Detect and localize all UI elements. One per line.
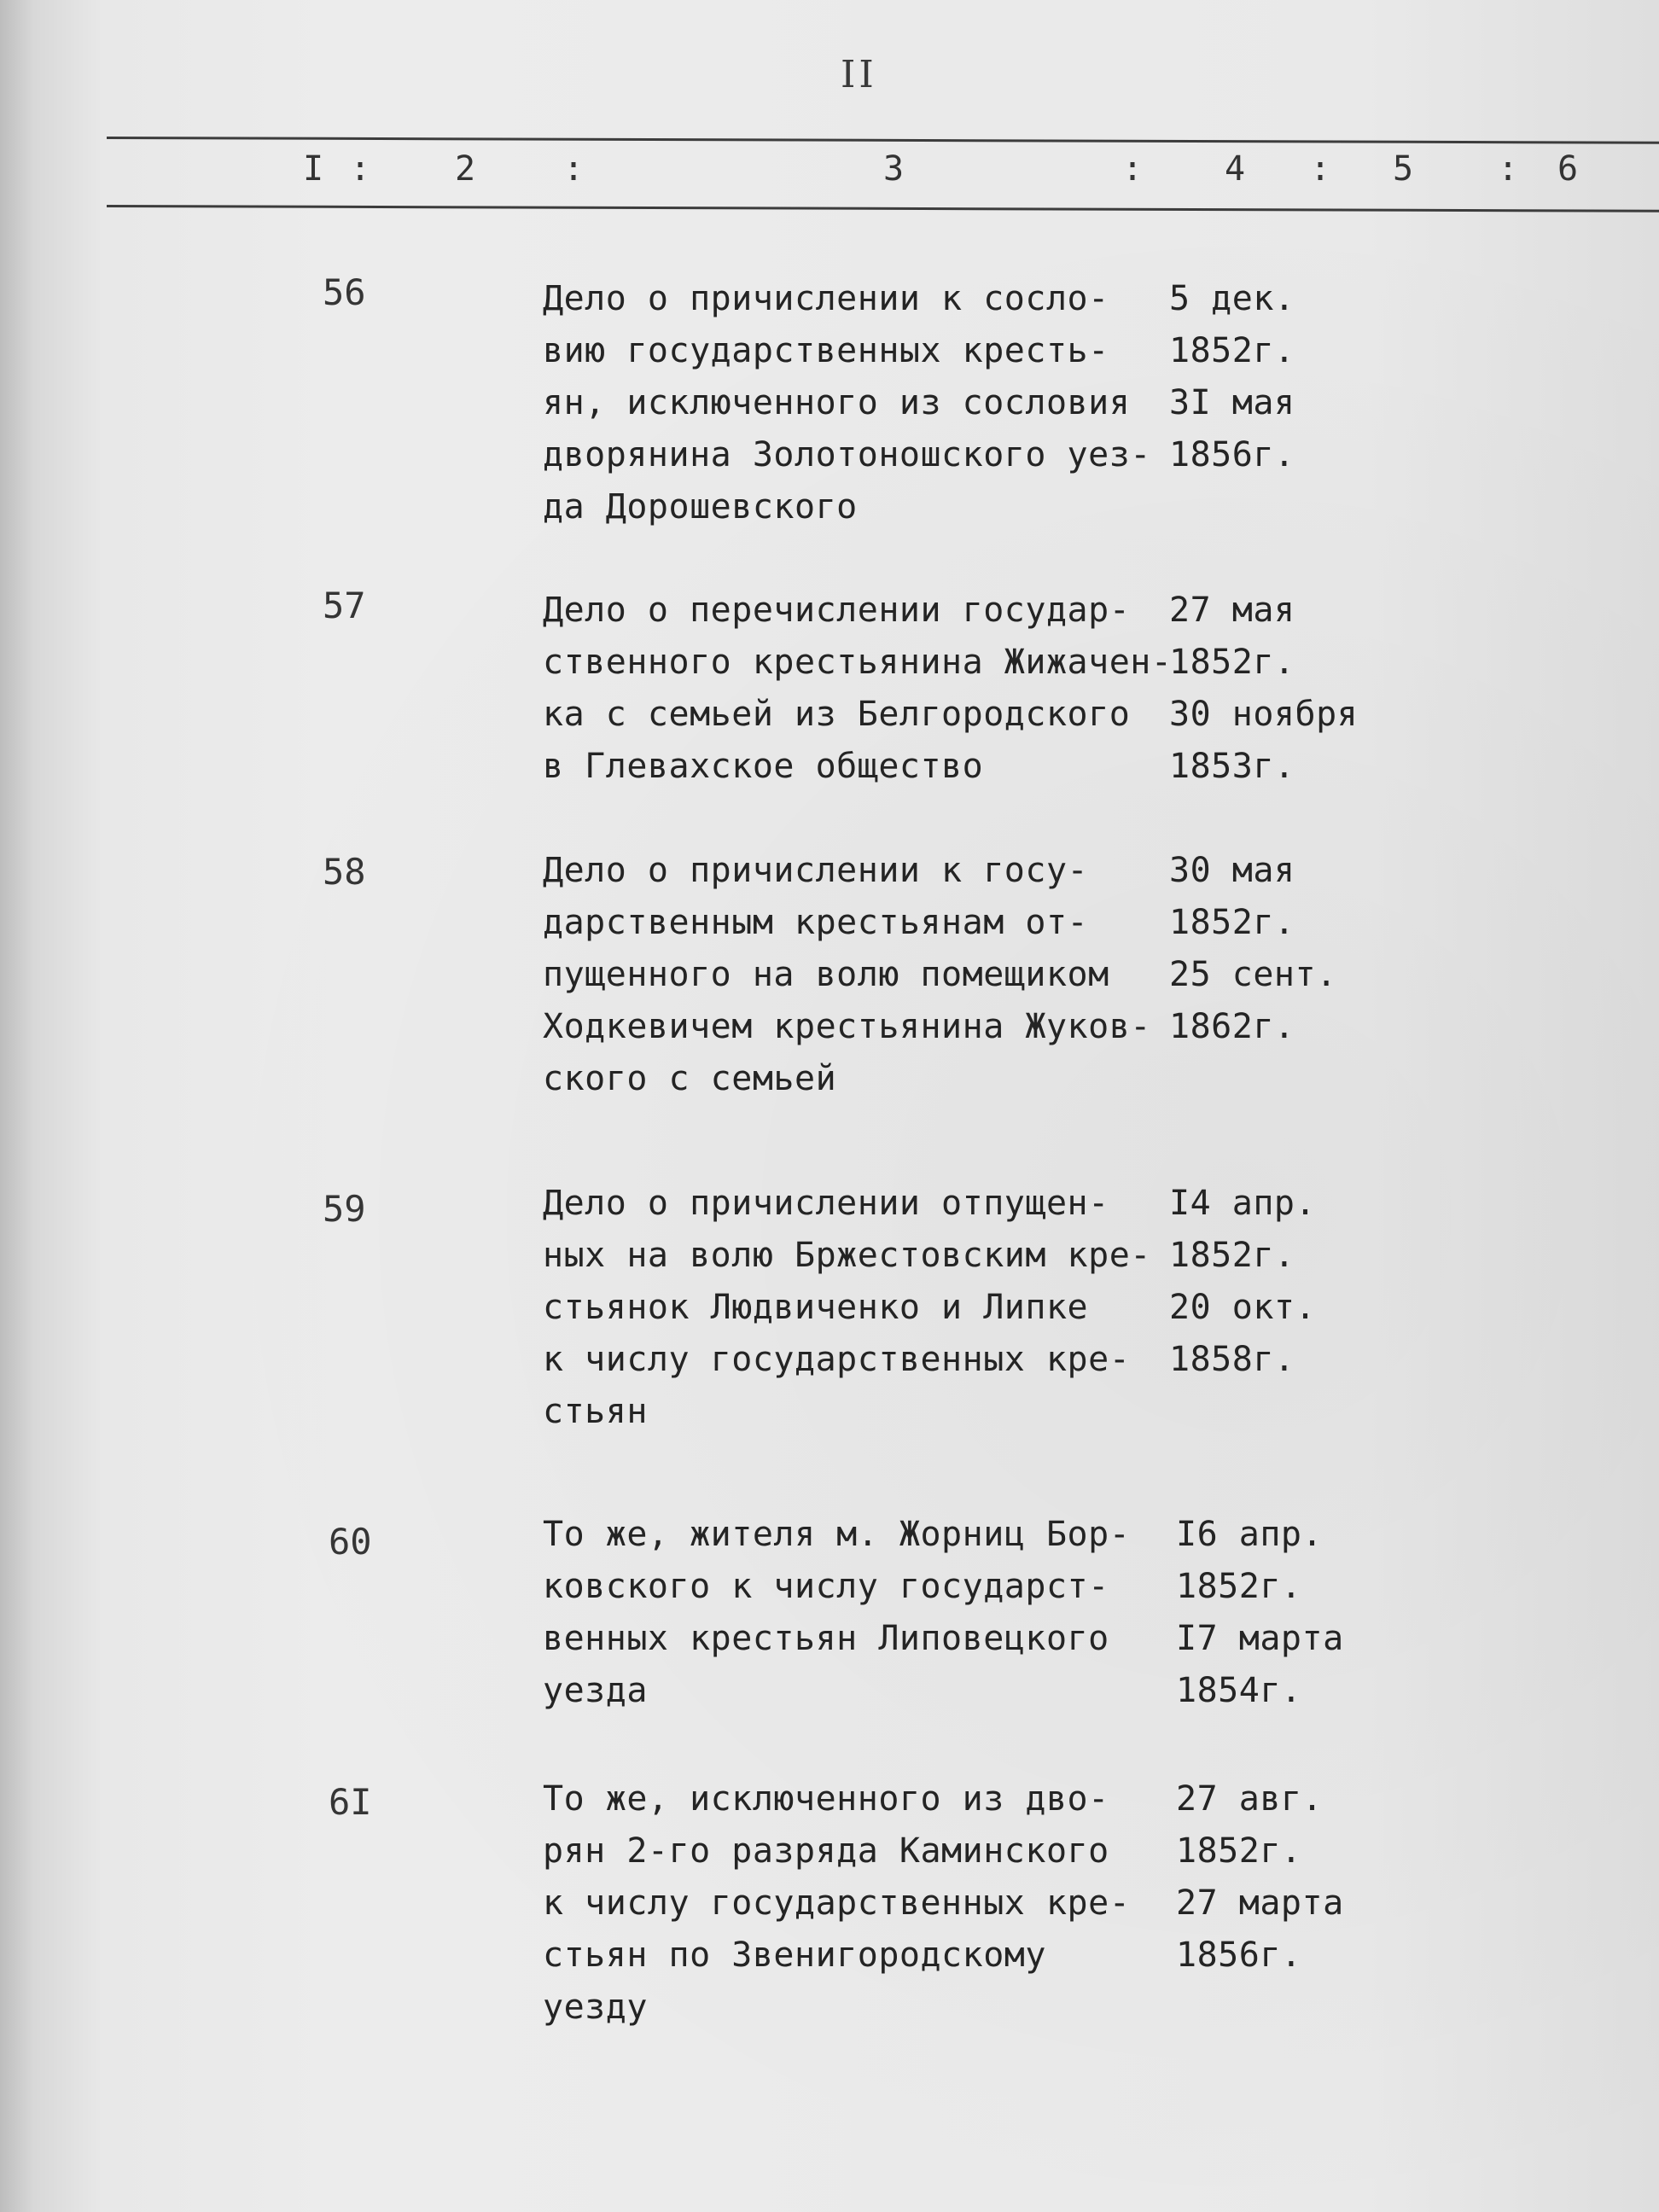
entry-line: ского с семьей bbox=[543, 1059, 837, 1098]
header-col-1: I bbox=[303, 149, 324, 189]
entry-number: 60 bbox=[329, 1521, 372, 1563]
header-bottom-rule bbox=[107, 205, 1659, 212]
entry-line: Дело о причислении отпущен- bbox=[543, 1184, 1109, 1223]
entry-line: пущенного на волю помещиком bbox=[543, 955, 1109, 994]
entry-line: стьян bbox=[543, 1392, 648, 1431]
date-line: 1862г. bbox=[1169, 1007, 1295, 1046]
entry-dates bbox=[1169, 845, 1391, 1053]
entry-line: Ходкевичем крестьянина Жуков- bbox=[543, 1007, 1151, 1046]
header-sep-4: : bbox=[1310, 149, 1331, 189]
header-sep-2: : bbox=[563, 149, 585, 189]
date-line: 1858г. bbox=[1169, 1340, 1295, 1379]
entry-line: ственного крестьянина Жижачен- bbox=[543, 643, 1173, 682]
date-line: 25 сент. bbox=[1169, 955, 1337, 994]
date-line: 30 ноября bbox=[1169, 695, 1359, 734]
entry-line: ян, исключенного из сословия bbox=[543, 383, 1131, 422]
date-line: 27 авг. bbox=[1176, 1779, 1324, 1819]
date-line: I6 апр. bbox=[1176, 1515, 1324, 1554]
entry-description bbox=[543, 585, 1174, 793]
entry-line: уезду bbox=[543, 1988, 648, 2027]
entry-description bbox=[543, 1509, 1174, 1717]
page-number: II bbox=[841, 53, 877, 96]
entry-line: То же, жителя м. Жорниц Бор- bbox=[543, 1515, 1131, 1554]
entry-line: ковского к числу государст- bbox=[543, 1567, 1109, 1606]
date-line: 1852г. bbox=[1169, 903, 1295, 942]
entry-line: к числу государственных кре- bbox=[543, 1883, 1131, 1923]
entry-line: То же, исключенного из дво- bbox=[543, 1779, 1109, 1819]
entry-line: дворянина Золотоношского уез- bbox=[543, 435, 1151, 474]
entry-line: стьян по Звенигородскому bbox=[543, 1936, 1046, 1975]
date-line: 3I мая bbox=[1169, 383, 1295, 422]
entry-line: венных крестьян Липовецкого bbox=[543, 1619, 1109, 1658]
entry-line: уезда bbox=[543, 1671, 648, 1710]
entry-dates bbox=[1176, 1509, 1398, 1717]
header-col-6: 6 bbox=[1557, 149, 1579, 189]
entry-description bbox=[543, 273, 1174, 533]
entry-dates bbox=[1169, 585, 1391, 793]
date-line: 1852г. bbox=[1169, 1236, 1295, 1275]
entry-line: стьянок Людвиченко и Липке bbox=[543, 1288, 1089, 1327]
entry-dates bbox=[1176, 1773, 1398, 1982]
entry-line: дарственным крестьянам от- bbox=[543, 903, 1089, 942]
date-line: 1856г. bbox=[1169, 435, 1295, 474]
entry-number: 57 bbox=[323, 585, 366, 626]
date-line: 1852г. bbox=[1176, 1567, 1302, 1606]
header-sep-5: : bbox=[1498, 149, 1519, 189]
header-col-5: 5 bbox=[1393, 149, 1414, 189]
date-line: I4 апр. bbox=[1169, 1184, 1317, 1223]
entry-line: рян 2-го разряда Каминского bbox=[543, 1831, 1109, 1871]
entry-number: 58 bbox=[323, 851, 366, 893]
date-line: 30 мая bbox=[1169, 851, 1295, 890]
entry-number: 56 bbox=[323, 271, 366, 313]
entry-line: вию государственных кресть- bbox=[543, 331, 1109, 370]
header-col-3: 3 bbox=[883, 149, 905, 189]
entry-dates bbox=[1169, 1178, 1391, 1386]
date-line: 5 дек. bbox=[1169, 279, 1295, 318]
header-sep-1: : bbox=[350, 149, 371, 189]
date-line: I7 марта bbox=[1176, 1619, 1344, 1658]
date-line: 1854г. bbox=[1176, 1671, 1302, 1710]
entry-line: к числу государственных кре- bbox=[543, 1340, 1131, 1379]
entry-line: ных на волю Бржестовским кре- bbox=[543, 1236, 1151, 1275]
entry-description bbox=[543, 1178, 1174, 1438]
date-line: 1852г. bbox=[1176, 1831, 1302, 1871]
date-line: 20 окт. bbox=[1169, 1288, 1317, 1327]
header-col-2: 2 bbox=[455, 149, 476, 189]
header-sep-3: : bbox=[1122, 149, 1144, 189]
date-line: 27 марта bbox=[1176, 1883, 1344, 1923]
header-col-4: 4 bbox=[1225, 149, 1246, 189]
date-line: 1852г. bbox=[1169, 643, 1295, 682]
entry-line: Дело о перечислении государ- bbox=[543, 591, 1131, 630]
entry-number: 6I bbox=[329, 1781, 372, 1823]
entry-description bbox=[543, 845, 1174, 1105]
date-line: 1856г. bbox=[1176, 1936, 1302, 1975]
entry-description bbox=[543, 1773, 1174, 2034]
entry-line: да Дорошевского bbox=[543, 487, 858, 527]
date-line: 1853г. bbox=[1169, 747, 1295, 786]
entry-line: Дело о причислении к сосло- bbox=[543, 279, 1109, 318]
header-top-rule bbox=[107, 137, 1659, 144]
entry-dates bbox=[1169, 273, 1391, 481]
entry-line: Дело о причислении к госу- bbox=[543, 851, 1089, 890]
date-line: 27 мая bbox=[1169, 591, 1295, 630]
date-line: 1852г. bbox=[1169, 331, 1295, 370]
entry-line: ка с семьей из Белгородского bbox=[543, 695, 1131, 734]
entry-line: в Глевахское общество bbox=[543, 747, 984, 786]
entry-number: 59 bbox=[323, 1188, 366, 1230]
